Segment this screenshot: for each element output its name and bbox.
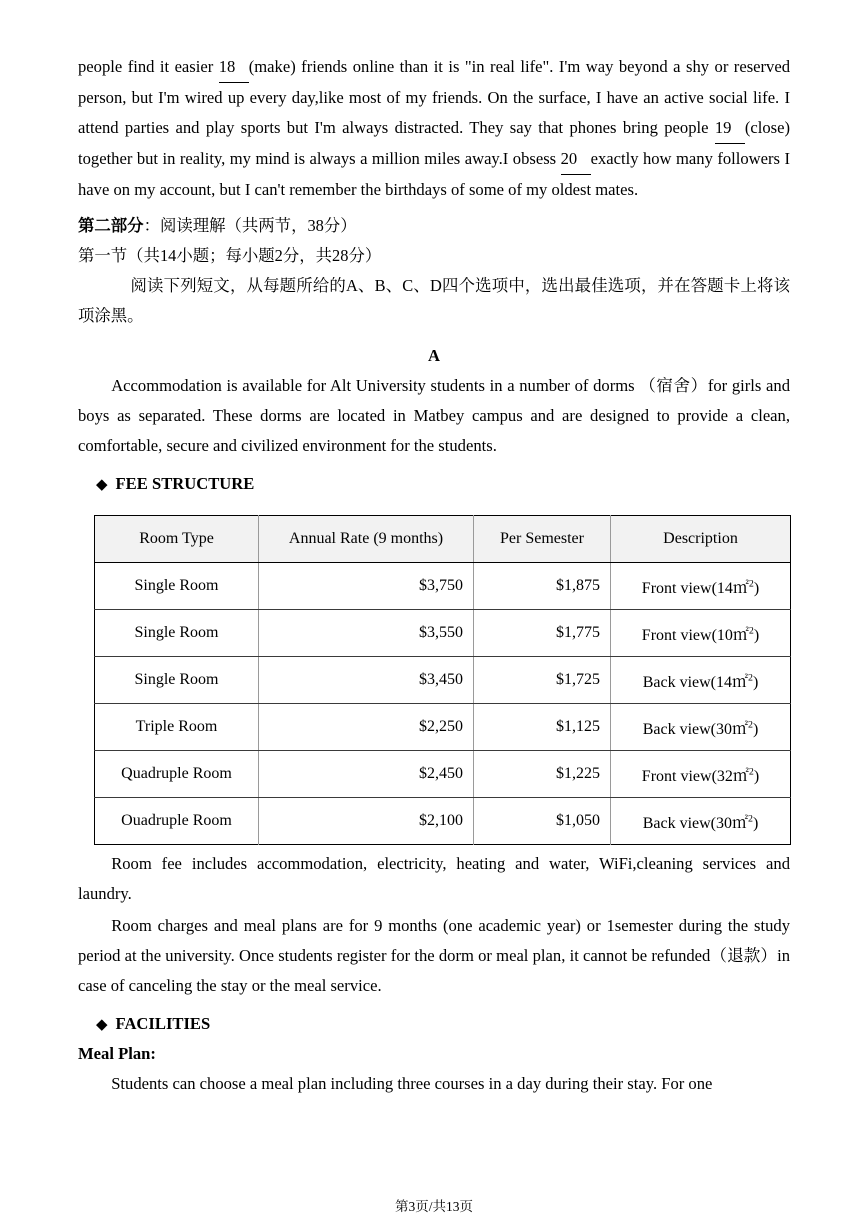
cloze-blank-19: 19 (715, 113, 745, 144)
cell-annual-rate: $3,450 (259, 657, 474, 704)
cell-area-exponent: 2 (748, 578, 754, 590)
cell-area-exponent: 2 (748, 672, 753, 684)
diamond-bullet-icon: ◆ (96, 477, 108, 493)
cell-description-text: Back view(30 (642, 814, 732, 832)
cell-annual-rate: $2,250 (259, 704, 474, 751)
cell-per-semester: $1,725 (474, 657, 611, 704)
table-row (95, 657, 791, 704)
cell-description-end: ) (753, 767, 760, 785)
fee-structure-table (94, 515, 791, 845)
cell-description-end: ) (752, 673, 759, 691)
cloze-paragraph (78, 52, 790, 205)
meal-plan-paragraph: Students can choose a meal plan including three courses in a day during their stay. For one (111, 1074, 713, 1093)
cloze-text-after-20: exactly how many followers I have on my account, but I can't remember the birthdays of some of my oldest mates. (78, 149, 790, 199)
table-row (95, 704, 791, 751)
cell-annual-rate: $2,450 (259, 751, 474, 798)
cell-room-type: Single Room (95, 657, 259, 704)
table-row (95, 563, 791, 610)
part-two-subtitle: ：阅读理解（共两节，38分） (143, 216, 357, 235)
cell-area-exponent: 2 (748, 625, 754, 637)
passage-letter-a: A (428, 346, 440, 365)
cell-room-type: Ouadruple Room (95, 798, 259, 845)
cell-description-end: ) (753, 626, 760, 644)
part-two-label: 第二部分 (78, 216, 144, 235)
cell-description-text: Front view(14 (641, 579, 733, 597)
column-header-description: Description (611, 516, 791, 563)
column-header-annual-rate: Annual Rate (9 months) (259, 516, 474, 563)
cell-description-end: ) (752, 814, 759, 832)
cell-annual-rate: $3,550 (259, 610, 474, 657)
cell-room-type: Single Room (95, 610, 259, 657)
table-header-row (95, 516, 791, 563)
cell-per-semester: $1,225 (474, 751, 611, 798)
cell-area-exponent: 2 (748, 813, 753, 825)
room-fee-includes-paragraph: Room fee includes accommodation, electricity, heating and water, WiFi,cleaning services and laundry. (78, 854, 790, 903)
cloze-blank-18: 18 (219, 52, 249, 83)
column-header-per-semester: Per Semester (474, 516, 611, 563)
facilities-heading (78, 1009, 790, 1039)
cell-annual-rate: $2,100 (259, 798, 474, 845)
cell-description-text: Front view(32 (641, 767, 733, 785)
table-row (95, 798, 791, 845)
cell-description-text: Front view(10 (641, 626, 733, 644)
fee-table-container (94, 515, 790, 845)
cloze-text-after-19: (close) together but in reality, my mind is always a million miles away.I obsess (78, 118, 790, 168)
fee-structure-heading (78, 469, 790, 499)
cell-room-type: Single Room (95, 563, 259, 610)
cell-description (611, 657, 791, 704)
page-footer: 第3页/共13页 (394, 1199, 473, 1214)
part-two-heading (78, 211, 790, 241)
cell-per-semester: $1,050 (474, 798, 611, 845)
cell-room-type: Triple Room (95, 704, 259, 751)
cell-area-exponent: 2 (748, 719, 753, 731)
cell-description-text: Back view(30 (642, 720, 732, 738)
diamond-bullet-icon: ◆ (96, 1017, 108, 1033)
table-row (95, 751, 791, 798)
facilities-label: FACILITIES (115, 1014, 211, 1033)
cloze-text-after-18: (make) friends online than it is "in real life". I'm way beyond a shy or reserved person, but I'm wired up every day,like most of my friends. On the surface, I have an active social life. I attend parties and play sports but I'm always distracted. They say that phones bring people (78, 57, 791, 137)
cell-description (611, 751, 791, 798)
cell-annual-rate: $3,750 (259, 563, 474, 610)
table-row (95, 610, 791, 657)
cell-area-unit: ㎡ (732, 814, 749, 832)
cell-description-text: Back view(14 (642, 673, 732, 691)
passage-intro-paragraph: Accommodation is available for Alt University students in a number of dorms （宿舍）for girls and boys as separated. These dorms are located in Matbey campus and are designed to provide a clean, comfortable, secure and civilized environment for the students. (78, 376, 790, 455)
meal-plan-heading: Meal Plan: (78, 1044, 156, 1063)
cell-description (611, 798, 791, 845)
cell-per-semester: $1,775 (474, 610, 611, 657)
room-charges-paragraph: Room charges and meal plans are for 9 months (one academic year) or 1semester during the study period at the university. Once students register for the dorm or meal plan, it cannot be refunded（退款）in case of canceling the stay or the meal service. (78, 916, 790, 995)
page-content (78, 52, 790, 1099)
cell-room-type: Quadruple Room (95, 751, 259, 798)
cell-per-semester: $1,875 (474, 563, 611, 610)
fee-table-body (95, 563, 791, 845)
cell-description (611, 563, 791, 610)
section-one-heading: 第一节（共14小题；每小题2分，共28分） (78, 246, 382, 265)
cell-description-end: ) (752, 720, 759, 738)
cell-per-semester: $1,125 (474, 704, 611, 751)
cloze-blank-20: 20 (561, 144, 591, 175)
cell-area-unit: ㎡ (732, 767, 749, 785)
cloze-text-start: people find it easier (78, 57, 219, 76)
cell-area-unit: ㎡ (732, 626, 749, 644)
cell-area-unit: ㎡ (732, 579, 749, 597)
column-header-room-type: Room Type (95, 516, 259, 563)
cell-description (611, 610, 791, 657)
cell-area-unit: ㎡ (732, 673, 749, 691)
cell-description-end: ) (753, 579, 760, 597)
cell-area-exponent: 2 (748, 766, 754, 778)
cell-area-unit: ㎡ (732, 720, 749, 738)
cell-description (611, 704, 791, 751)
fee-structure-label: FEE STRUCTURE (115, 474, 255, 493)
reading-instruction: 阅读下列短文，从每题所给的A、B、C、D四个选项中，选出最佳选项，并在答题卡上将该项涂黑。 (78, 276, 790, 325)
